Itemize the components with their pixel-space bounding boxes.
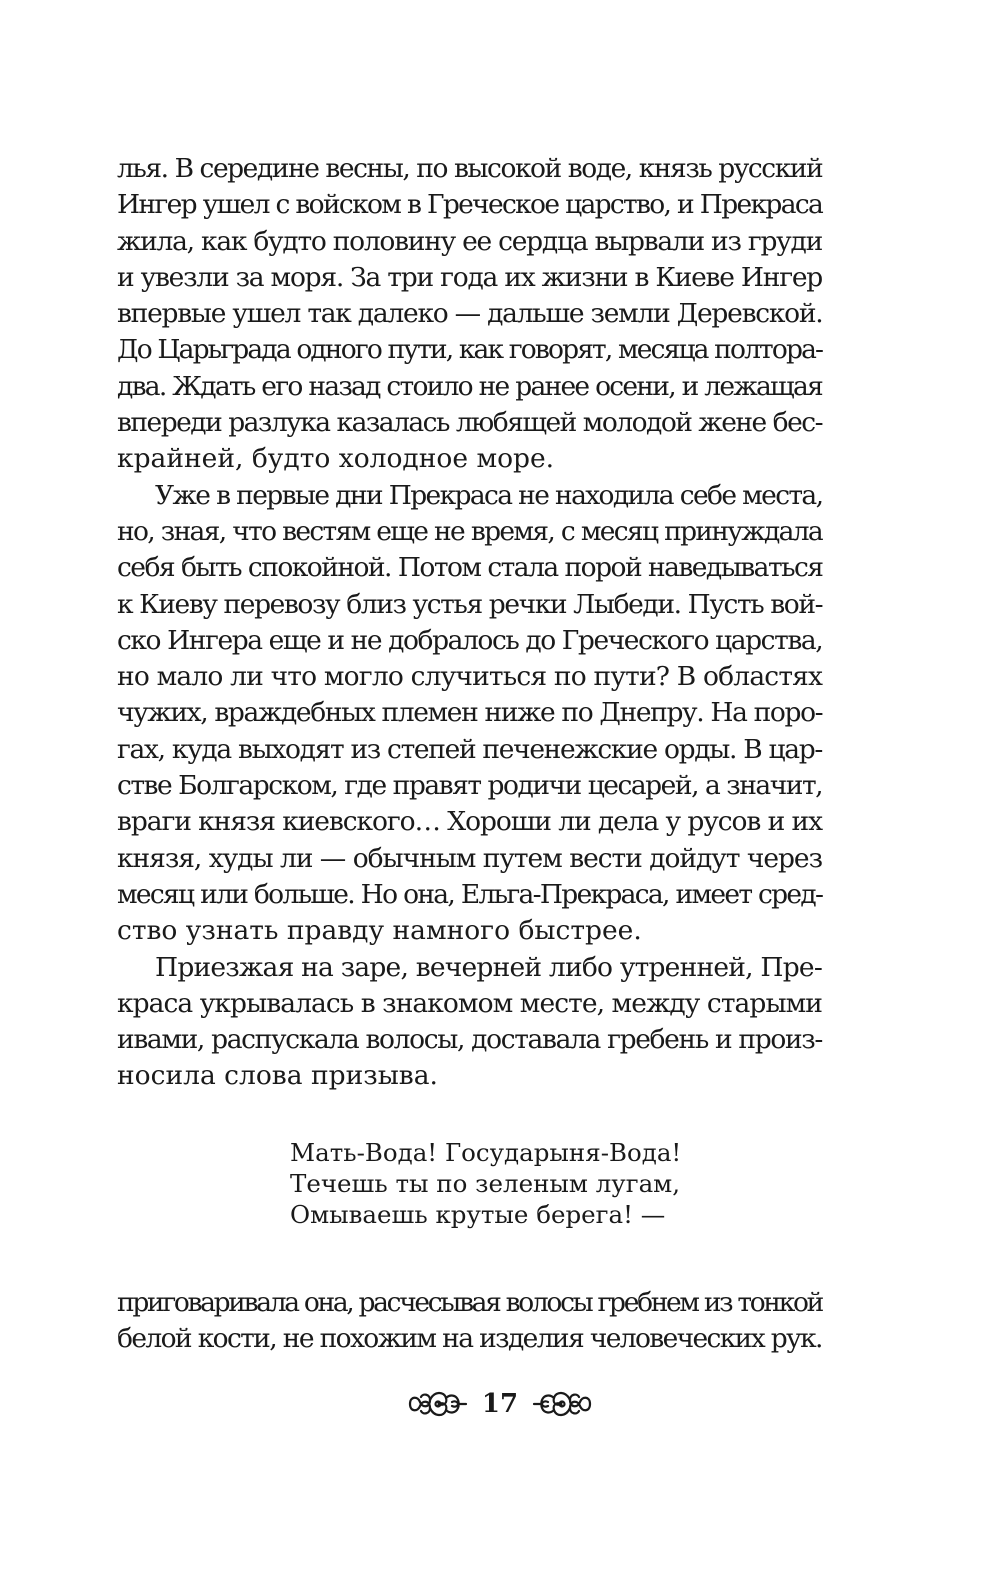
- text-line: приговаривала она, расчесывая волосы гребнем из тонкой: [117, 1287, 822, 1318]
- verse-line: Омываешь крутые берега! —: [290, 1200, 666, 1229]
- closing-paragraph: [117, 1285, 822, 1358]
- text-line: краса укрывалась в знакомом месте, между старыми: [117, 987, 822, 1019]
- text-line: ивами, распускала волосы, доставала гребень и произ-: [117, 1024, 822, 1056]
- main-text: [117, 151, 822, 1095]
- text-line: крайней, будто холодное море.: [117, 443, 555, 475]
- text-line: носила слова призыва.: [117, 1060, 438, 1092]
- text-line: лья. В середине весны, по высокой воде, князь русский: [117, 153, 823, 184]
- paragraph-2: [117, 478, 822, 950]
- text-line: Ингер ушел с войском в Греческое царство, и Прекраса: [117, 189, 823, 221]
- verse-line: Течешь ты по зеленым лугам,: [290, 1169, 681, 1198]
- text-line: До Царьграда одного пути, как говорят, месяца полтора-: [117, 334, 823, 366]
- text-line: гах, куда выходят из степей печенежские орды. В цар-: [117, 733, 822, 765]
- text-line: к Киеву перевозу близ устья речки Лыбеди. Пусть вой-: [117, 588, 823, 620]
- knot-ornament-left-icon: [406, 1385, 468, 1423]
- text-line: князя, худы ли — обычным путем вести дойдут через: [117, 842, 822, 874]
- knot-ornament-right-icon: [532, 1385, 594, 1423]
- text-line: стве Болгарском, где правят родичи цесарей, а значит,: [117, 770, 823, 802]
- paragraph-1: [117, 151, 822, 478]
- text-line: жила, как будто половину ее сердца вырвали из груди: [117, 225, 822, 257]
- text-line: белой кости, не похожим на изделия человеческих рук.: [117, 1323, 822, 1355]
- page-number: 17: [481, 1389, 519, 1419]
- text-line: себя быть спокойной. Потом стала порой наведываться: [117, 552, 823, 584]
- text-line: ство узнать правду намного быстрее.: [117, 915, 642, 947]
- text-line: враги князя киевского… Хороши ли дела у русов и их: [117, 806, 822, 838]
- text-line: впервые ушел так далеко — дальше земли Деревской.: [117, 298, 823, 330]
- verse-line: Мать-Вода! Государыня-Вода!: [290, 1138, 682, 1167]
- paragraph-3: [117, 950, 822, 1095]
- text-line: и увезли за моря. За три года их жизни в Киеве Ингер: [117, 261, 823, 293]
- text-line: впереди разлука казалась любящей молодой жене бес-: [117, 407, 822, 439]
- text-line: чужих, враждебных племен ниже по Днепру. На поро-: [117, 697, 823, 729]
- text-line: Уже в первые дни Прекраса не находила себе места,: [155, 479, 823, 511]
- text-line: ско Ингера еще и не добралось до Греческого царства,: [117, 624, 823, 656]
- text-line: Приезжая на заре, вечерней либо утренней, Пре-: [155, 951, 822, 983]
- text-line: месяц или больше. Но она, Ельга-Прекраса, имеет сред-: [117, 878, 823, 910]
- text-line: но, зная, что вестям еще не время, с месяц принуждала: [117, 515, 822, 547]
- verse-block: [290, 1137, 681, 1230]
- text-line: два. Ждать его назад стоило не ранее осени, и лежащая: [117, 370, 822, 402]
- folio: [0, 1382, 1000, 1426]
- text-line: но мало ли что могло случиться по пути? В областях: [117, 661, 823, 693]
